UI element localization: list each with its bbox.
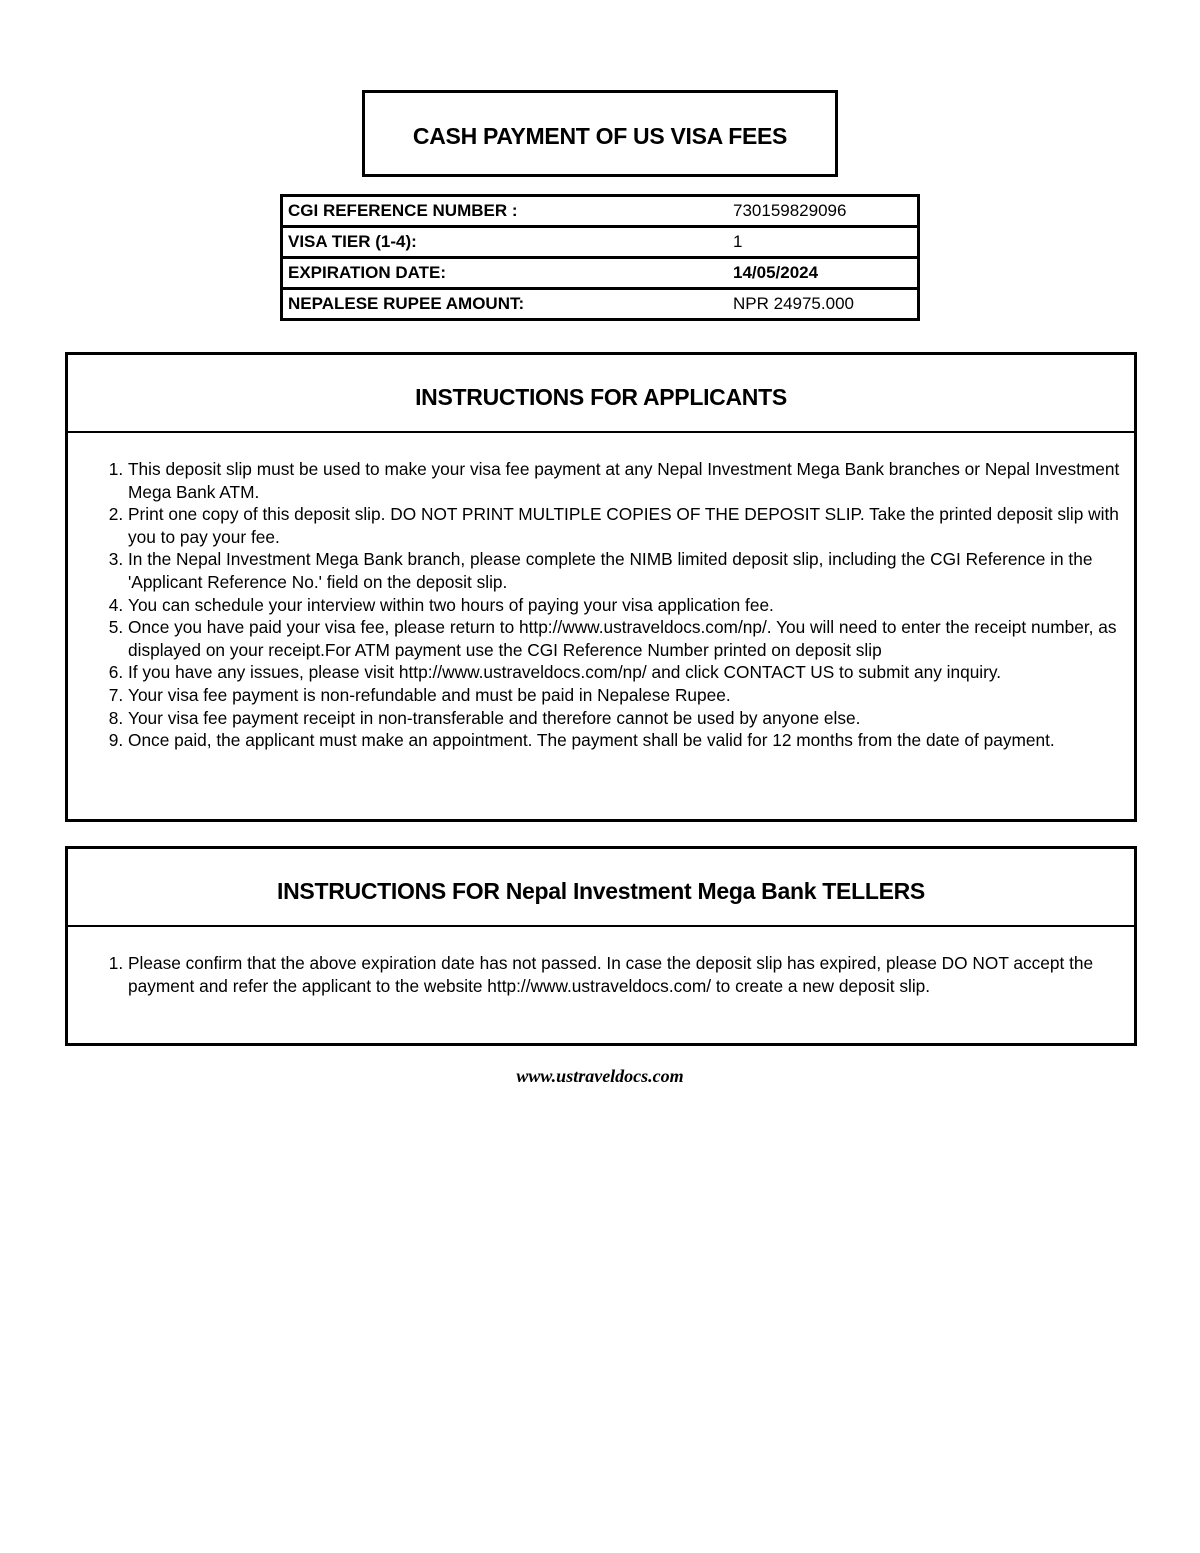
list-item: 5. Once you have paid your visa fee, please return to http://www.ustraveldocs.com/np/. You will need to enter the receipt number, as displayed on your receipt.For ATM payment use the CGI Reference Number printed on deposit slip <box>128 616 1126 661</box>
info-value: 14/05/2024 <box>728 258 919 289</box>
info-value: NPR 24975.000 <box>728 289 919 320</box>
info-row-expiration-date <box>282 258 919 289</box>
list-item: 7. Your visa fee payment is non-refundable and must be paid in Nepalese Rupee. <box>128 684 1126 707</box>
applicant-instructions-list <box>68 458 1126 752</box>
list-item: 1. Please confirm that the above expiration date has not passed. In case the deposit slip has expired, please DO NOT accept the payment and refer the applicant to the website http://www.ustraveldocs.com/ to create a new deposit slip. <box>128 952 1126 997</box>
applicant-instructions-body <box>68 433 1134 774</box>
teller-instructions-list <box>68 952 1126 997</box>
list-item: 4. You can schedule your interview within two hours of paying your visa application fee. <box>128 594 1126 617</box>
list-item: 6. If you have any issues, please visit http://www.ustraveldocs.com/np/ and click CONTACT US to submit any inquiry. <box>128 661 1126 684</box>
info-row-cgi-reference <box>282 196 919 227</box>
list-item: 8. Your visa fee payment receipt in non-transferable and therefore cannot be used by anyone else. <box>128 707 1126 730</box>
info-label: EXPIRATION DATE: <box>282 258 729 289</box>
list-item: 1. This deposit slip must be used to make your visa fee payment at any Nepal Investment Mega Bank branches or Nepal Investment Mega Bank ATM. <box>128 458 1126 503</box>
info-row-rupee-amount <box>282 289 919 320</box>
teller-instructions-panel <box>65 846 1137 1046</box>
info-row-visa-tier <box>282 227 919 258</box>
reference-info-table <box>280 194 920 321</box>
footer-website: www.ustraveldocs.com <box>516 1066 684 1086</box>
info-label: NEPALESE RUPEE AMOUNT: <box>282 289 729 320</box>
list-item: 9. Once paid, the applicant must make an appointment. The payment shall be valid for 12 months from the date of payment. <box>128 729 1126 752</box>
list-item: 2. Print one copy of this deposit slip. DO NOT PRINT MULTIPLE COPIES OF THE DEPOSIT SLIP. Take the printed deposit slip with you to pay your fee. <box>128 503 1126 548</box>
teller-instructions-heading: INSTRUCTIONS FOR Nepal Investment Mega Bank TELLERS <box>68 849 1134 927</box>
teller-instructions-body <box>68 927 1134 1019</box>
applicant-instructions-panel <box>65 352 1137 822</box>
info-value: 730159829096 <box>728 196 919 227</box>
page-title-box <box>362 90 838 177</box>
applicant-instructions-heading: INSTRUCTIONS FOR APPLICANTS <box>68 355 1134 433</box>
info-label: VISA TIER (1-4): <box>282 227 729 258</box>
info-value: 1 <box>728 227 919 258</box>
page-title: CASH PAYMENT OF US VISA FEES <box>412 123 788 149</box>
list-item: 3. In the Nepal Investment Mega Bank branch, please complete the NIMB limited deposit slip, including the CGI Reference in the 'Applicant Reference No.' field on the deposit slip. <box>128 548 1126 593</box>
info-label: CGI REFERENCE NUMBER : <box>282 196 729 227</box>
